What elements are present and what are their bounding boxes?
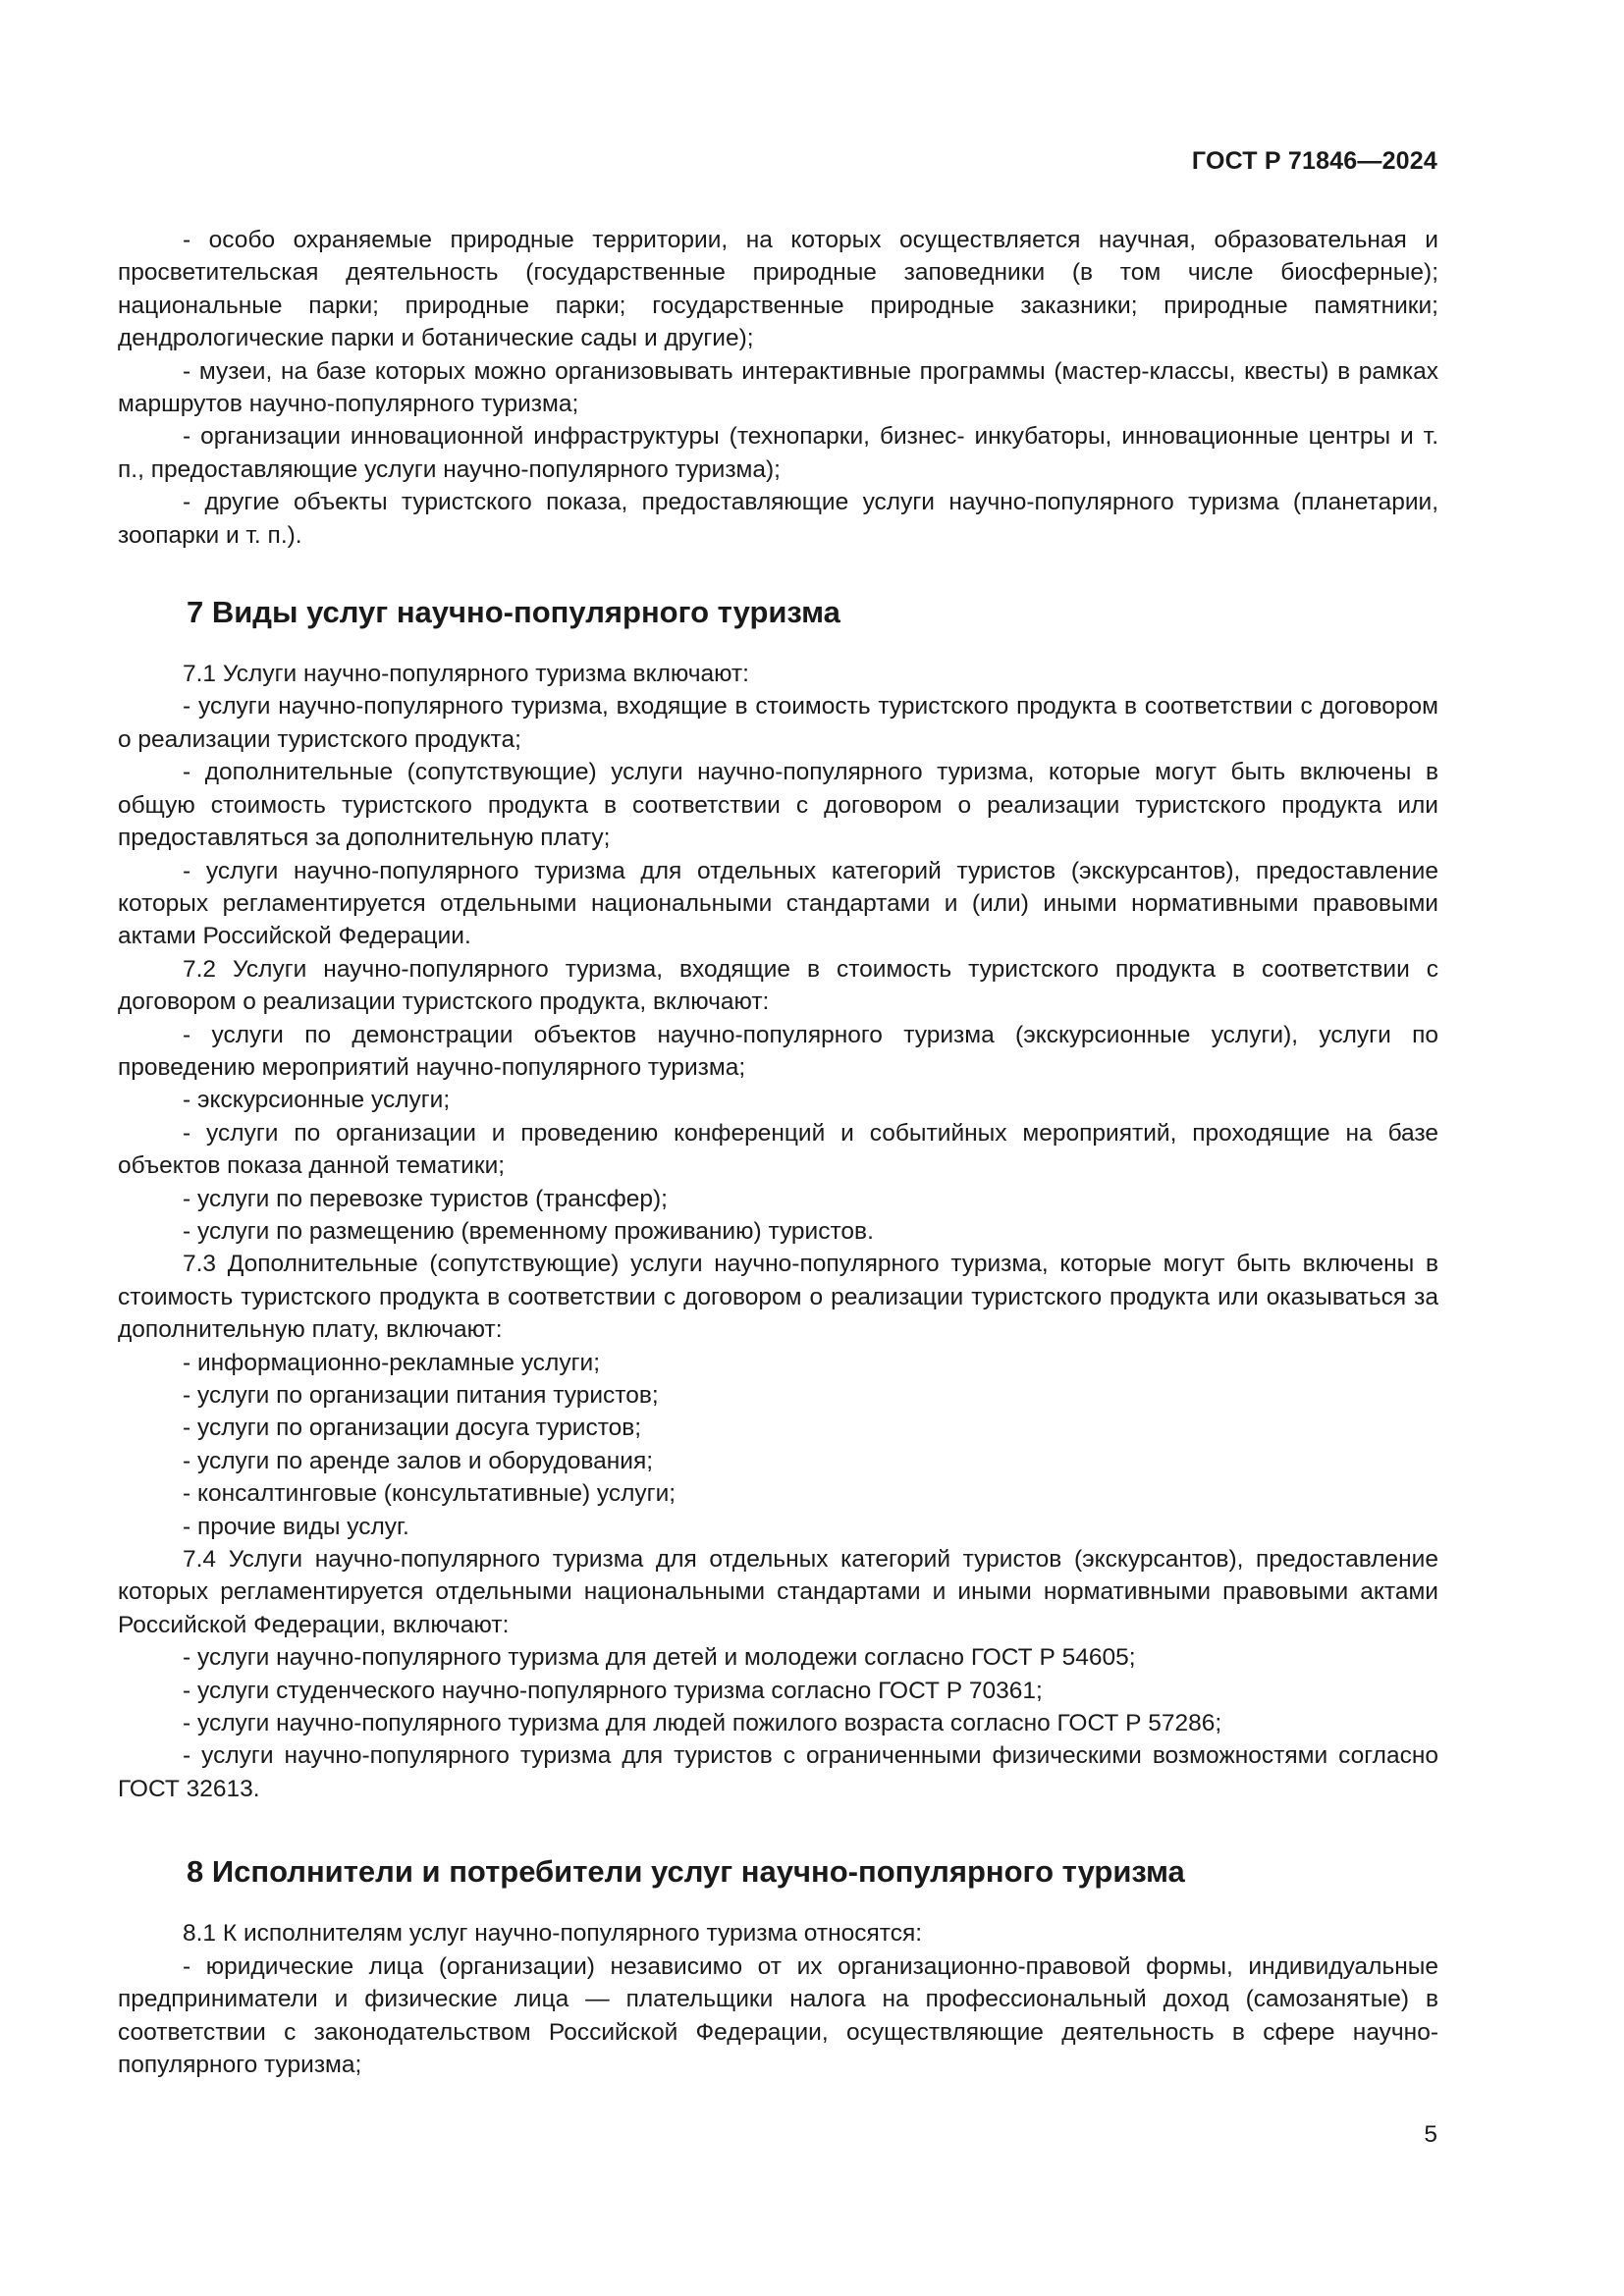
list-item: - услуги по организации и проведению конференций и событийных мероприятий, проходящие на базе объектов показа данной тематики; bbox=[118, 1119, 1438, 1180]
list-item: - услуги научно-популярного туризма для туристов с ограниченными физическими возможностями согласно ГОСТ 32613. bbox=[118, 1742, 1438, 1802]
list-item: - прочие виды услуг. bbox=[183, 1513, 409, 1540]
intro-list bbox=[118, 224, 1438, 552]
paragraph: 7.2 Услуги научно-популярного туризма, входящие в стоимость туристского продукта в соответствии с договором о реализации туристского продукта, включают: bbox=[118, 955, 1438, 1016]
list-item: - услуги студенческого научно-популярного туризма согласно ГОСТ Р 70361; bbox=[183, 1677, 1043, 1704]
paragraph: 7.1 Услуги научно-популярного туризма включают: bbox=[183, 661, 749, 688]
standard-header: ГОСТ Р 71846—2024 bbox=[1191, 147, 1437, 175]
list-item: - услуги по размещению (временному проживанию) туристов. bbox=[183, 1217, 874, 1245]
page-content bbox=[118, 224, 1438, 2081]
list-item: - услуги по демонстрации объектов научно-популярного туризма (экскурсионные услуги), услуги по проведению мероприятий научно-популярного туризма; bbox=[118, 1021, 1438, 1081]
list-item: - юридические лица (организации) независимо от их организационно-правовой формы, индивидуальные предприниматели и физические лица — плательщики налога на профессиональный доход (самозанятые) в соответствии с законодательством Российской Федерации, осуществляющие деятельность в сфере научно-популярного туризма; bbox=[118, 1952, 1438, 2078]
list-item: - консалтинговые (консультативные) услуги; bbox=[183, 1480, 677, 1508]
list-item: - услуги научно-популярного туризма для детей и молодежи согласно ГОСТ Р 54605; bbox=[183, 1644, 1136, 1672]
list-item: - услуги по аренде залов и оборудования; bbox=[183, 1447, 654, 1474]
list-item: - экскурсионные услуги; bbox=[183, 1087, 451, 1114]
list-item: - услуги по перевозке туристов (трансфер); bbox=[183, 1185, 668, 1212]
paragraph: 7.3 Дополнительные (сопутствующие) услуги научно-популярного туризма, которые могут быть включены в стоимость туристского продукта в соответствии с договором о реализации туристского продукта или оказываться за дополнительную плату, включают: bbox=[118, 1251, 1438, 1344]
list-item: - услуги по организации питания туристов; bbox=[183, 1382, 659, 1409]
section-7-body bbox=[118, 658, 1438, 1805]
list-item: - музеи, на базе которых можно организовывать интерактивные программы (мастер-классы, квесты) в рамках маршрутов научно-популярного туризма; bbox=[118, 357, 1438, 418]
paragraph: 8.1 К исполнителям услуг научно-популярного туризма относятся: bbox=[183, 1920, 923, 1948]
list-item: - услуги по организации досуга туристов; bbox=[183, 1415, 642, 1442]
list-item: - услуги научно-популярного туризма для людей пожилого возраста согласно ГОСТ Р 57286; bbox=[183, 1710, 1222, 1737]
section-8-body bbox=[118, 1917, 1438, 2081]
page-number: 5 bbox=[1424, 2121, 1437, 2148]
list-item: - организации инновационной инфраструктуры (технопарки, бизнес- инкубаторы, инновационные центры и т. п., предоставляющие услуги научно-популярного туризма); bbox=[118, 423, 1438, 483]
section-7-title: 7 Виды услуг научно-популярного туризма bbox=[187, 595, 840, 630]
list-item: - особо охраняемые природные территории, на которых осуществляется научная, образовательная и просветительская деятельность (государственные природные заповедники (в том числе биосферные); национальные парки; природные парки; государственные природные заказники; природные памятники; дендрологические парки и ботанические сады и другие); bbox=[118, 227, 1438, 352]
section-8-title: 8 Исполнители и потребители услуг научно-популярного туризма bbox=[187, 1854, 1185, 1890]
list-item: - дополнительные (сопутствующие) услуги научно-популярного туризма, которые могут быть включены в общую стоимость туристского продукта в соответствии с договором о реализации туристского продукта или предоставляться за дополнительную плату; bbox=[118, 759, 1438, 852]
list-item: - другие объекты туристского показа, предоставляющие услуги научно-популярного туризма (планетарии, зоопарки и т. п.). bbox=[118, 489, 1438, 549]
list-item: - услуги научно-популярного туризма для отдельных категорий туристов (экскурсантов), предоставление которых регламентируется отдельными национальными стандартами и (или) иными нормативными правовыми актами Российской Федерации. bbox=[118, 857, 1438, 950]
list-item: - услуги научно-популярного туризма, входящие в стоимость туристского продукта в соответствии с договором о реализации туристского продукта; bbox=[118, 693, 1438, 753]
paragraph: 7.4 Услуги научно-популярного туризма для отдельных категорий туристов (экскурсантов), предоставление которых регламентируется отдельными национальными стандартами и иными нормативными правовыми актами Российской Федерации, включают: bbox=[118, 1546, 1438, 1638]
list-item: - информационно-рекламные услуги; bbox=[183, 1349, 601, 1376]
